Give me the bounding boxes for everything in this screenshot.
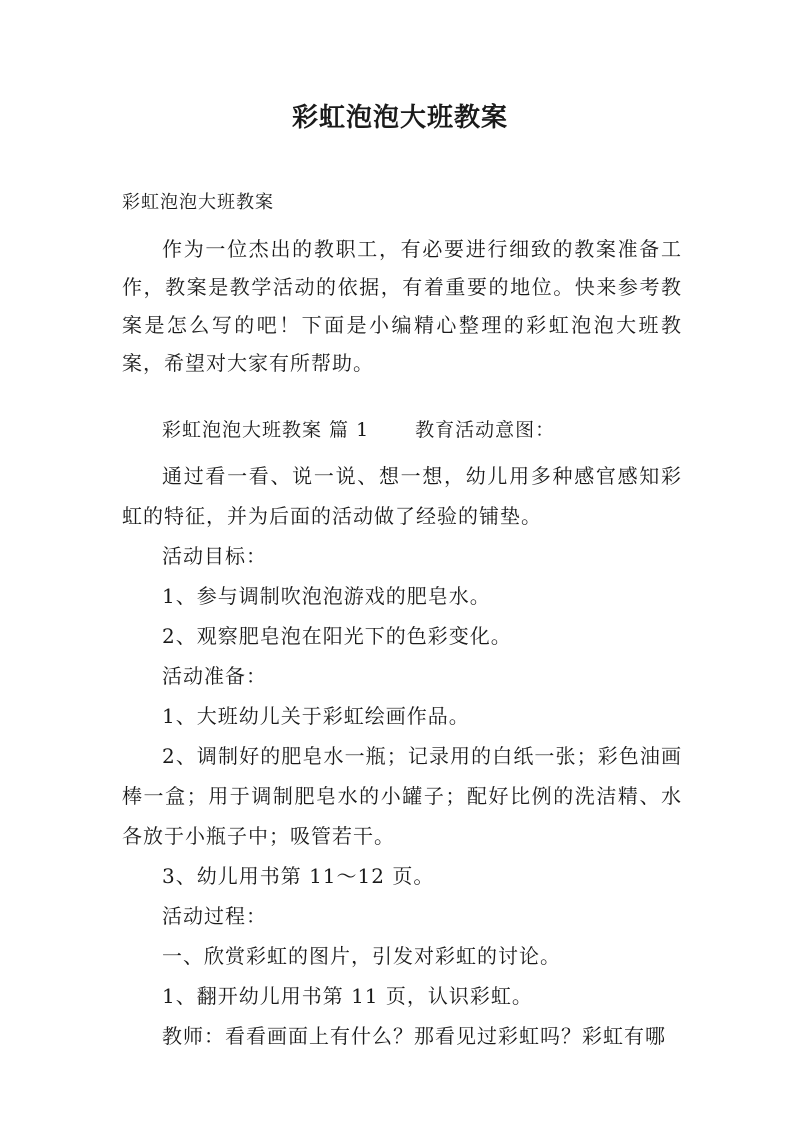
- process-item-1: 一、欣赏彩虹的图片，引发对彩虹的讨论。: [162, 944, 561, 968]
- goal-item-1: 1、参与调制吹泡泡游戏的肥皂水。: [162, 584, 491, 608]
- prep-item-3: 3、幼儿用书第 11～12 页。: [162, 864, 435, 888]
- process-item-1-1: 1、翻开幼儿用书第 11 页，认识彩虹。: [162, 984, 533, 1008]
- goal-item-2: 2、观察肥皂泡在阳光下的色彩变化。: [162, 624, 512, 648]
- intro-paragraph: 作为一位杰出的教职工，有必要进行细致的教案准备工作，教案是教学活动的依据，有着重要的地位。快来参考教案是怎么写的吧！下面是小编精心整理的彩虹泡泡大班教案，希望对大家有所帮助。: [122, 237, 682, 375]
- prep-label: 活动准备：: [162, 664, 267, 688]
- section-label: 彩虹泡泡大班教案 篇 1: [162, 419, 370, 441]
- intent-paragraph: 通过看一看、说一说、想一想，幼儿用多种感官感知彩虹的特征，并为后面的活动做了经验的铺垫。: [122, 464, 682, 528]
- section-intent-label: 教育活动意图：: [415, 419, 556, 441]
- section-heading: [122, 410, 682, 450]
- teacher-line: 教师：看看画面上有什么？那看见过彩虹吗？彩虹有哪: [162, 1024, 666, 1048]
- document-title: 彩虹泡泡大班教案: [291, 103, 508, 133]
- prep-item-1: 1、大班幼儿关于彩虹绘画作品。: [162, 704, 470, 728]
- goals-label: 活动目标：: [162, 544, 267, 568]
- prep-item-2: 2、调制好的肥皂水一瓶；记录用的白纸一张；彩色油画棒一盒；用于调制肥皂水的小罐子；配好比例的洗洁精、水各放于小瓶子中；吸管若干。: [122, 744, 682, 848]
- process-label: 活动过程：: [162, 904, 267, 928]
- document-body: [122, 410, 682, 1056]
- document-subtitle: 彩虹泡泡大班教案: [122, 192, 274, 213]
